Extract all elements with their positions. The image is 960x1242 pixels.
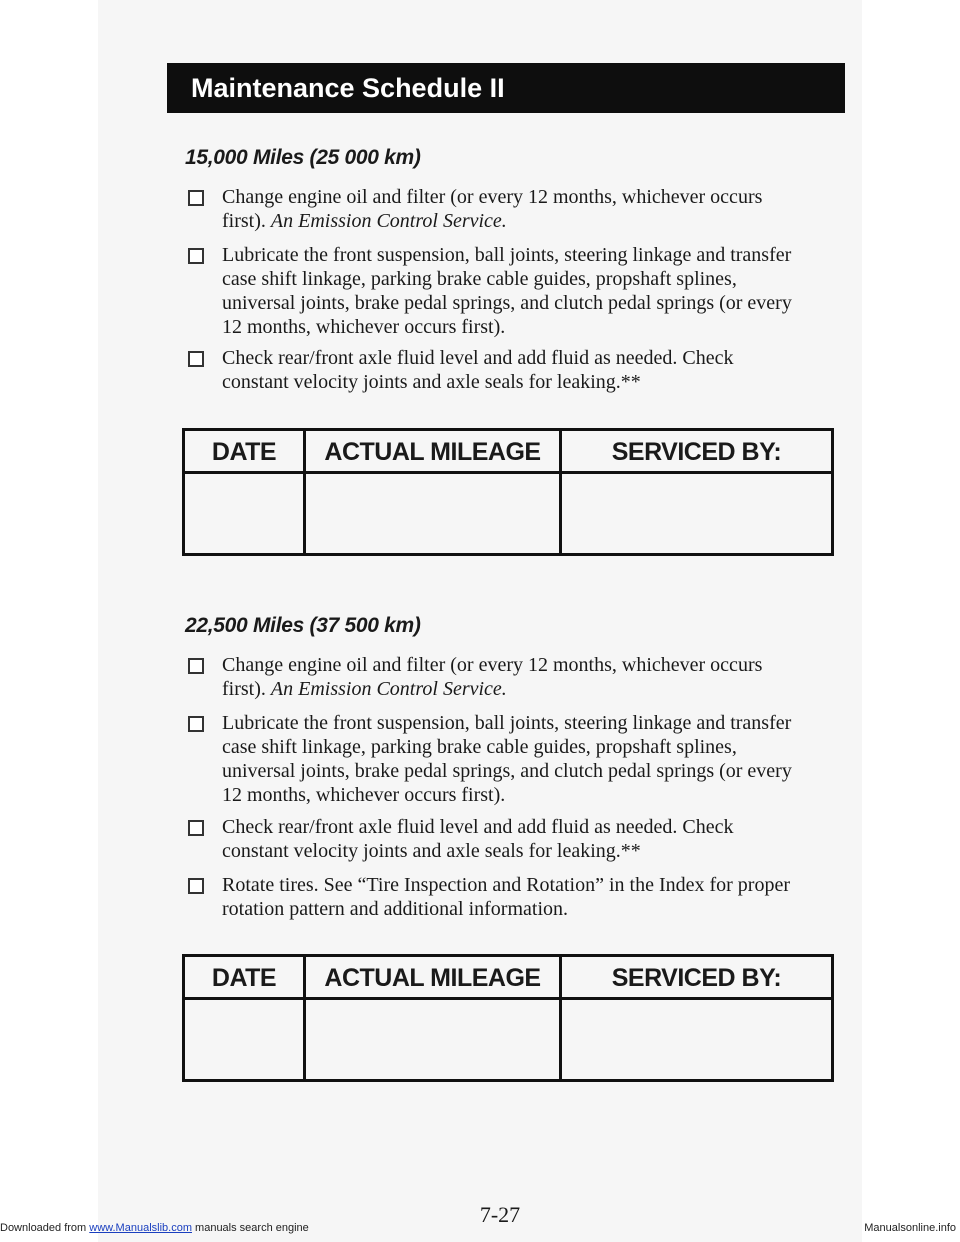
- manualslib-link[interactable]: www.Manualslib.com: [89, 1222, 192, 1234]
- list-item: Check rear/front axle fluid level and add fluid as needed. Check constant velocity joints and axle seals for leaking.**: [222, 346, 842, 394]
- page-number: 7-27: [479, 1202, 521, 1227]
- service-log-table: [182, 428, 834, 556]
- list-item: Rotate tires. See “Tire Inspection and Rotation” in the Index for proper rotation pattern and additional information.: [222, 873, 842, 921]
- list-item: Change engine oil and filter (or every 12 months, whichever occurs first). An Emission Control Service.: [222, 653, 842, 701]
- checkbox[interactable]: [188, 820, 204, 836]
- section-heading-15000: 15,000 Miles (25 000 km): [185, 146, 421, 169]
- list-item: Change engine oil and filter (or every 12 months, whichever occurs first). An Emission Control Service.: [222, 185, 842, 233]
- section-heading-22500: 22,500 Miles (37 500 km): [185, 614, 421, 637]
- list-item: Check rear/front axle fluid level and add fluid as needed. Check constant velocity joints and axle seals for leaking.**: [222, 815, 842, 863]
- checkbox[interactable]: [188, 878, 204, 894]
- page-title: Maintenance Schedule II: [167, 63, 845, 113]
- checkbox[interactable]: [188, 351, 204, 367]
- serviced-by-header: SERVICED BY:: [611, 964, 782, 992]
- actual-mileage-header: ACTUAL MILEAGE: [324, 964, 541, 992]
- date-header: DATE: [211, 964, 277, 992]
- checkbox[interactable]: [188, 716, 204, 732]
- checkbox[interactable]: [188, 658, 204, 674]
- date-header: DATE: [211, 438, 277, 466]
- checkbox[interactable]: [188, 190, 204, 206]
- list-item: Lubricate the front suspension, ball joints, steering linkage and transfer case shift linkage, parking brake cable guides, propshaft splines, universal joints, brake pedal springs, and clutch pedal springs (or every 12 months, whichever occurs first).: [222, 711, 842, 807]
- service-log-table: [182, 954, 834, 1082]
- footer-watermark: Manualsonline.info: [864, 1222, 956, 1234]
- actual-mileage-header: ACTUAL MILEAGE: [324, 438, 541, 466]
- list-item: Lubricate the front suspension, ball joints, steering linkage and transfer case shift linkage, parking brake cable guides, propshaft splines, universal joints, brake pedal springs, and clutch pedal springs (or every 12 months, whichever occurs first).: [222, 243, 842, 339]
- checkbox[interactable]: [188, 248, 204, 264]
- download-source: Downloaded from www.Manualslib.com manuals search engine: [0, 1222, 309, 1234]
- serviced-by-header: SERVICED BY:: [611, 438, 782, 466]
